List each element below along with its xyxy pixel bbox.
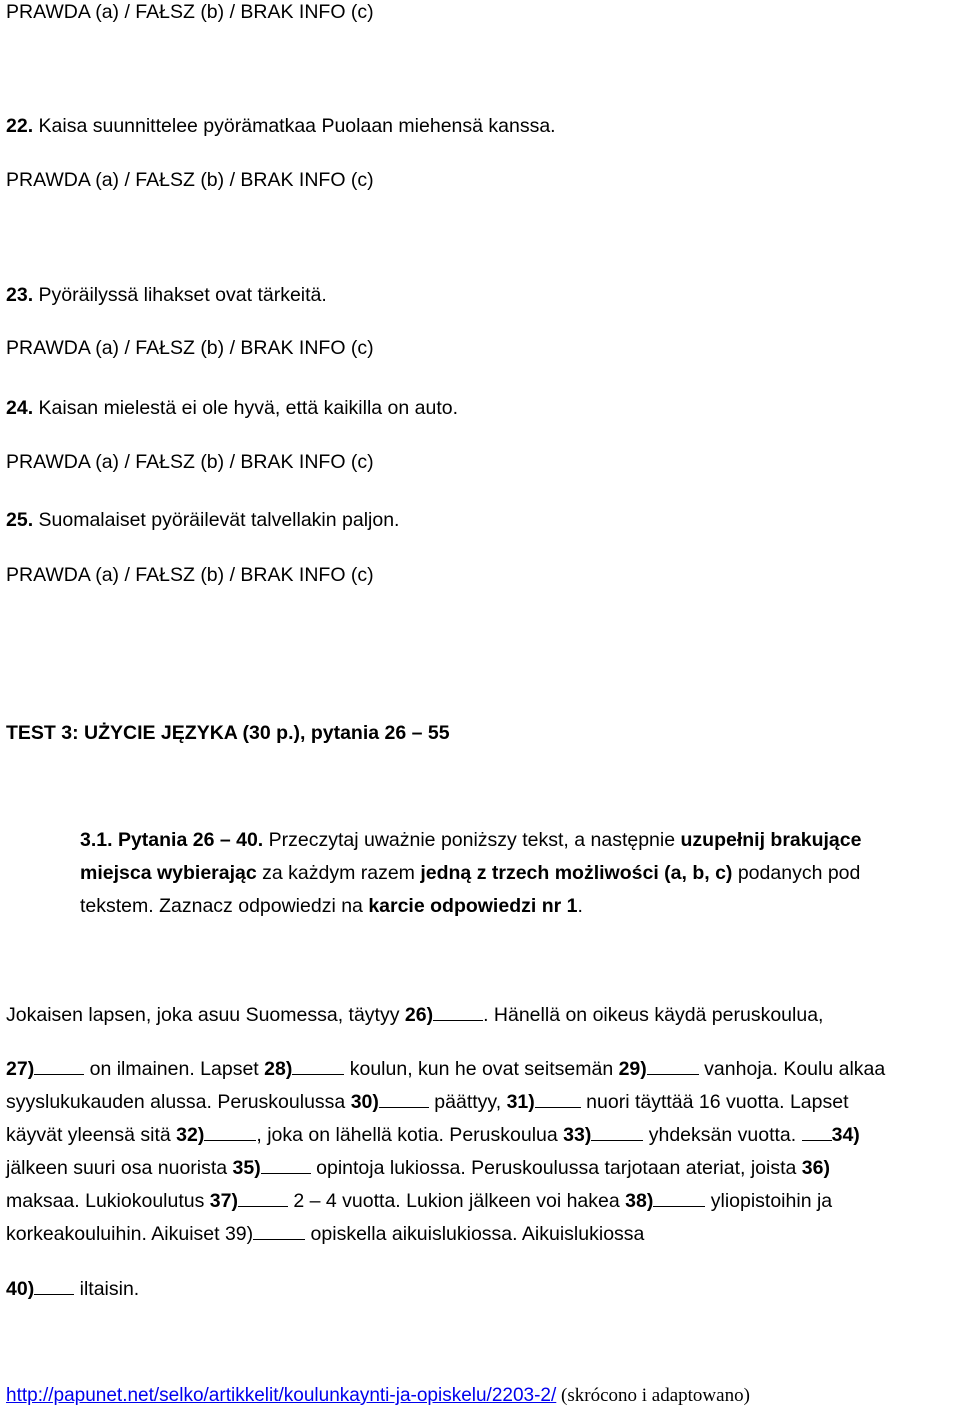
top-answer-line: PRAWDA (a) / FAŁSZ (b) / BRAK INFO (c) [6, 1, 374, 23]
gap-number-27: 27) [6, 1058, 35, 1080]
source-link[interactable]: http://papunet.net/selko/artikkelit/koulunkaynti-ja-opiskelu/2203-2/ [6, 1385, 557, 1406]
passage-text: opiskella aikuislukiossa. Aikuislukiossa [305, 1223, 645, 1245]
passage-text: Jokaisen lapsen, joka asuu Suomessa, täytyy [6, 1004, 405, 1026]
answer-line-23: PRAWDA (a) / FAŁSZ (b) / BRAK INFO (c) [6, 337, 374, 359]
passage-line-7 [6, 1221, 644, 1246]
question-text: Kaisa suunnittelee pyörämatkaa Puolaan miehensä kanssa. [33, 115, 556, 137]
gap-number-40: 40) [6, 1278, 35, 1300]
instruction-part: karcie odpowiedzi nr 1 [368, 895, 578, 917]
passage-line-1 [6, 1002, 823, 1027]
question-number: 23. [6, 284, 34, 306]
passage-text: nuori täyttää 16 vuotta. Lapset [580, 1091, 849, 1113]
instruction-line-1 [80, 828, 861, 852]
instruction-part: za każdym razem [256, 862, 421, 884]
passage-text: 2 – 4 vuotta. Lukion jälkeen voi hakea [287, 1190, 626, 1212]
instruction-line-2 [80, 861, 860, 885]
instruction-part: . [577, 895, 583, 917]
gap-number-35: 35) [232, 1157, 261, 1179]
question-22 [6, 114, 556, 138]
passage-text: yliopistoihin ja [705, 1190, 833, 1212]
instruction-part: Przeczytaj uważnie poniższy tekst, a następnie [263, 829, 681, 851]
passage-line-5 [6, 1155, 830, 1180]
gap-blank-37 [238, 1188, 288, 1207]
gap-number-31: 31) [506, 1091, 535, 1113]
passage-text: koulun, kun he ovat seitsemän [344, 1058, 619, 1080]
passage-text: vanhoja. Koulu alkaa [698, 1058, 886, 1080]
gap-number-36: 36) [801, 1157, 830, 1179]
gap-number-26: 26) [404, 1004, 434, 1026]
instruction-line-3 [80, 894, 583, 918]
source-note: (skrócono i adaptowano) [556, 1385, 750, 1406]
passage-line-8 [6, 1276, 139, 1301]
passage-text: maksaa. Lukiokoulutus [6, 1190, 210, 1212]
passage-text: syyslukukauden alussa. Peruskoulussa [6, 1091, 351, 1113]
gap-blank-32 [204, 1122, 256, 1141]
passage-text: käyvät yleensä sitä [6, 1124, 177, 1146]
passage-line-3 [6, 1089, 849, 1114]
gap-number-38: 38) [625, 1190, 654, 1212]
gap-number-33: 33) [563, 1124, 592, 1146]
passage-text: iltaisin. [74, 1278, 140, 1300]
passage-text: jälkeen suuri osa nuorista [6, 1157, 233, 1179]
gap-blank-39 [253, 1221, 305, 1240]
question-number: 22. [6, 115, 34, 137]
passage-text: opintoja lukiossa. Peruskoulussa tarjotaan ateriat, joista [310, 1157, 802, 1179]
gap-blank-30 [379, 1089, 429, 1108]
passage-text: päättyy, [428, 1091, 507, 1113]
gap-blank-26 [433, 1002, 483, 1021]
passage-text: , joka on lähellä kotia. Peruskoulua [256, 1124, 564, 1146]
question-text: Kaisan mielestä ei ole hyvä, että kaikilla on auto. [33, 397, 459, 419]
question-25 [6, 508, 399, 532]
gap-number-30: 30) [350, 1091, 379, 1113]
question-text: Suomalaiset pyöräilevät talvellakin paljon. [33, 509, 400, 531]
question-text: Pyöräilyssä lihakset ovat tärkeitä. [33, 284, 327, 306]
passage-line-4 [6, 1122, 860, 1147]
passage-text: korkeakouluihin. Aikuiset 39) [6, 1223, 254, 1245]
passage-text: yhdeksän vuotta. [643, 1124, 802, 1146]
answer-line-24: PRAWDA (a) / FAŁSZ (b) / BRAK INFO (c) [6, 451, 374, 473]
test-heading: TEST 3: UŻYCIE JĘZYKA (30 p.), pytania 26 – 55 [6, 722, 450, 744]
instruction-part: 3.1. Pytania 26 – 40. [80, 829, 264, 851]
question-24 [6, 396, 458, 420]
gap-blank-34 [802, 1122, 832, 1141]
gap-blank-31 [535, 1089, 581, 1108]
answer-line-22: PRAWDA (a) / FAŁSZ (b) / BRAK INFO (c) [6, 169, 374, 191]
gap-blank-38 [653, 1188, 705, 1207]
instruction-part: podanych pod [732, 862, 861, 884]
gap-blank-40 [34, 1276, 74, 1295]
gap-blank-27 [34, 1056, 84, 1075]
instruction-part: miejsca wybierając [80, 862, 257, 884]
gap-number-34: 34) [831, 1124, 860, 1146]
gap-blank-35 [261, 1155, 311, 1174]
question-number: 25. [6, 509, 34, 531]
question-number: 24. [6, 397, 34, 419]
passage-text: . Hänellä on oikeus käydä peruskoulua, [483, 1004, 824, 1026]
answer-line-25: PRAWDA (a) / FAŁSZ (b) / BRAK INFO (c) [6, 564, 374, 586]
gap-number-29: 29) [618, 1058, 647, 1080]
gap-blank-29 [647, 1056, 699, 1075]
instruction-part: uzupełnij brakujące [680, 829, 862, 851]
gap-number-37: 37) [209, 1190, 238, 1212]
gap-number-28: 28) [264, 1058, 293, 1080]
gap-number-32: 32) [176, 1124, 205, 1146]
passage-text: on ilmainen. Lapset [84, 1058, 265, 1080]
instruction-part: tekstem. Zaznacz odpowiedzi na [80, 895, 369, 917]
source-citation [6, 1384, 750, 1408]
gap-blank-33 [591, 1122, 643, 1141]
passage-line-6 [6, 1188, 832, 1213]
instruction-part: jedną z trzech możliwości (a, b, c) [420, 862, 733, 884]
question-23 [6, 283, 327, 307]
gap-blank-28 [292, 1056, 344, 1075]
passage-line-2 [6, 1056, 885, 1081]
